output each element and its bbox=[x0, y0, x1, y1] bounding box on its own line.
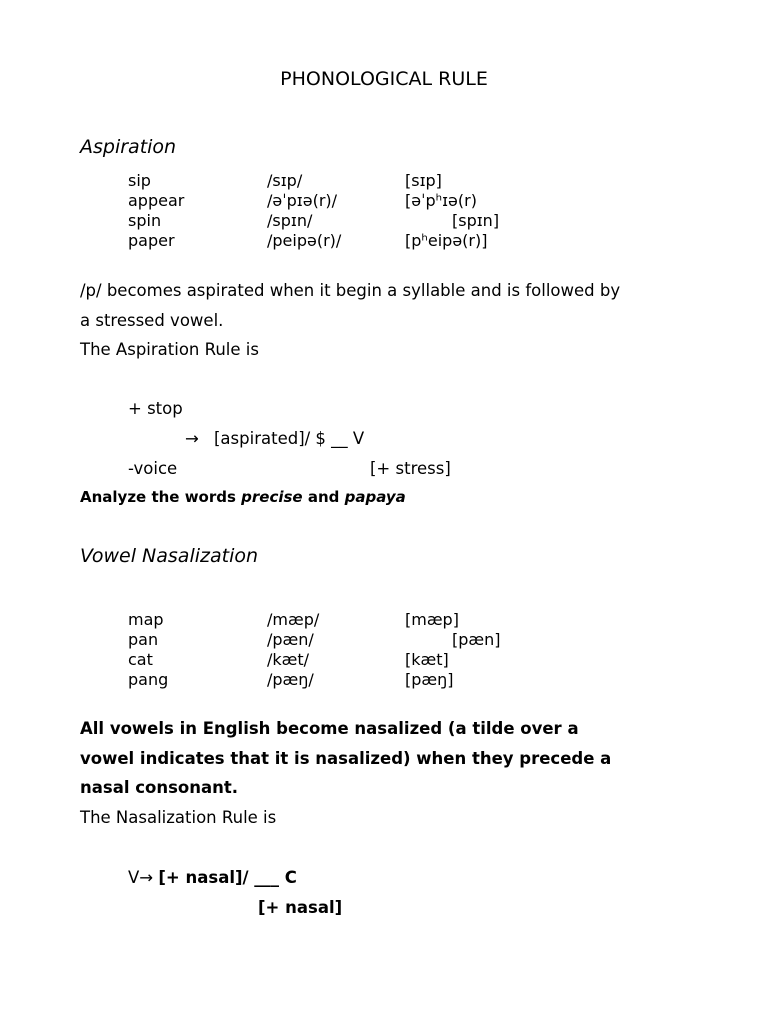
page-title: PHONOLOGICAL RULE bbox=[280, 68, 488, 90]
phonetic-cell: [mæp] bbox=[405, 610, 459, 629]
nasalization-rule-consonant-feature: [+ nasal] bbox=[258, 898, 343, 917]
phonemic-cell: /kæt/ bbox=[267, 650, 310, 669]
phonetic-cell: [pæn] bbox=[452, 630, 501, 649]
aspiration-rule-intro: The Aspiration Rule is bbox=[80, 340, 259, 359]
section-heading-aspiration: Aspiration bbox=[80, 136, 177, 158]
word-cell: sip bbox=[128, 171, 151, 190]
aspiration-rule-feature-voice: -voice bbox=[128, 459, 178, 478]
aspiration-rule-output: [aspirated]/ $ __ V bbox=[214, 429, 365, 448]
word-cell: cat bbox=[128, 650, 153, 669]
phonetic-cell: [spɪn] bbox=[452, 211, 500, 230]
phonemic-cell: /sɪp/ bbox=[267, 171, 303, 190]
rule-nasal-environment: [+ nasal]/ ___ C bbox=[158, 868, 297, 887]
phonemic-cell: /peipə(r)/ bbox=[267, 231, 342, 250]
phonetic-cell: [əˈpʰɪə(r) bbox=[405, 191, 477, 210]
word-cell: spin bbox=[128, 211, 162, 230]
nasalization-description-line-2: vowel indicates that it is nasalized) when they precede a bbox=[80, 749, 612, 768]
phonemic-cell: /əˈpɪə(r)/ bbox=[267, 191, 338, 210]
section-heading-nasalization: Vowel Nasalization bbox=[80, 545, 259, 567]
nasalization-description-line-1: All vowels in English become nasalized (a tilde over a bbox=[80, 719, 579, 738]
word-cell: pang bbox=[128, 670, 169, 689]
word-cell: paper bbox=[128, 231, 175, 250]
phonetic-cell: [kæt] bbox=[405, 650, 449, 669]
phonemic-cell: /spɪn/ bbox=[267, 211, 313, 230]
nasalization-rule-intro: The Nasalization Rule is bbox=[80, 808, 277, 827]
phonetic-cell: [pæŋ] bbox=[405, 670, 454, 689]
word-cell: pan bbox=[128, 630, 159, 649]
phonetic-cell: [sɪp] bbox=[405, 171, 442, 190]
word-cell: map bbox=[128, 610, 164, 629]
aspiration-description-line-2: a stressed vowel. bbox=[80, 311, 224, 330]
analyze-prefix: Analyze the words bbox=[80, 488, 242, 506]
word-cell: appear bbox=[128, 191, 185, 210]
analyze-word-papaya: papaya bbox=[344, 488, 406, 506]
phonetic-cell: [pʰeipə(r)] bbox=[405, 231, 488, 250]
nasalization-description-line-3: nasal consonant. bbox=[80, 778, 239, 797]
nasalization-rule-line bbox=[128, 863, 297, 893]
phonemic-cell: /pæn/ bbox=[267, 630, 314, 649]
analyze-and: and bbox=[302, 488, 345, 506]
analyze-word-precise: precise bbox=[241, 488, 303, 506]
aspiration-description-line-1: /p/ becomes aspirated when it begin a syllable and is followed by bbox=[80, 281, 621, 300]
phonemic-cell: /pæŋ/ bbox=[267, 670, 314, 689]
aspiration-rule-feature-stop: + stop bbox=[128, 399, 183, 418]
aspiration-rule-stress: [+ stress] bbox=[370, 459, 451, 478]
phonemic-cell: /mæp/ bbox=[267, 610, 320, 629]
analyze-instruction bbox=[80, 488, 406, 506]
rule-v-arrow: V→ bbox=[128, 868, 154, 887]
aspiration-rule-arrow: → bbox=[185, 429, 199, 448]
